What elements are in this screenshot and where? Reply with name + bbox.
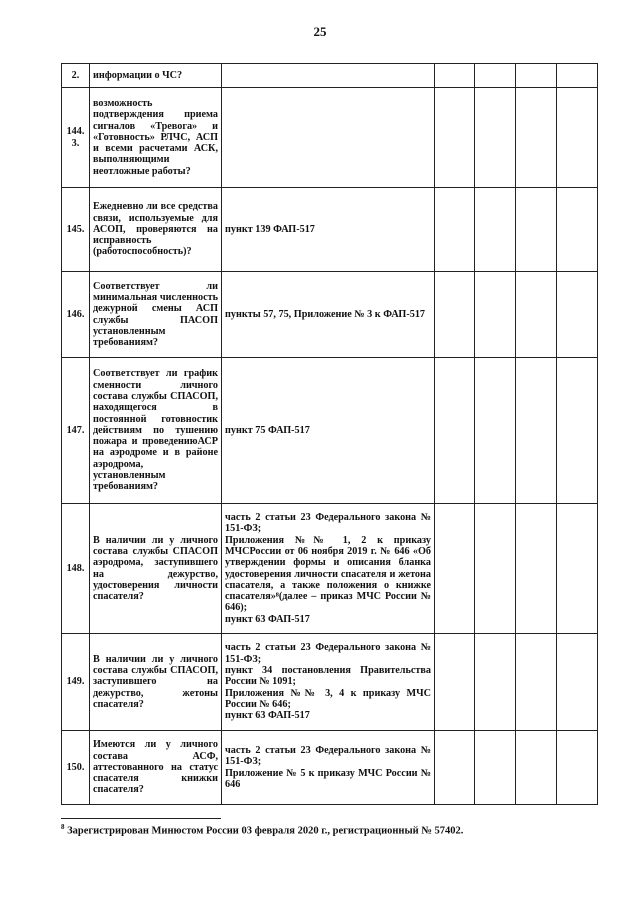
answer-cell xyxy=(557,64,598,88)
answer-cell xyxy=(435,272,475,358)
answer-cell xyxy=(516,358,557,504)
legal-basis-cell: пункты 57, 75, Приложение № 3 к ФАП-517 xyxy=(222,272,435,358)
answer-cell xyxy=(435,731,475,805)
page-number: 25 xyxy=(313,24,327,39)
answer-cell xyxy=(435,64,475,88)
footnote-divider xyxy=(61,818,221,819)
answer-cell xyxy=(475,272,516,358)
answer-cell xyxy=(557,358,598,504)
answer-cell xyxy=(557,504,598,634)
answer-cell xyxy=(516,731,557,805)
legal-basis-cell xyxy=(222,88,435,188)
answer-cell xyxy=(475,64,516,88)
row-number: 145. xyxy=(62,188,90,272)
answer-cell xyxy=(516,634,557,731)
legal-basis-cell: часть 2 статьи 23 Федерального закона № 151-ФЗ; пункт 34 постановления Правительства России № 1091; Приложения №№ 3, 4 к приказу МЧС России № 646; пункт 63 ФАП-517 xyxy=(222,634,435,731)
answer-cell xyxy=(435,504,475,634)
answer-cell xyxy=(475,88,516,188)
question-cell: В наличии ли у личного состава службы СПАСОП, заступившего на дежурство, жетоны спасателя? xyxy=(90,634,222,731)
table-row xyxy=(62,88,598,188)
table-row xyxy=(62,272,598,358)
question-cell: информации о ЧС? xyxy=(90,64,222,88)
table-row xyxy=(62,64,598,88)
answer-cell xyxy=(475,358,516,504)
legal-basis-cell: часть 2 статьи 23 Федерального закона № 151-ФЗ; Приложения №№ 1, 2 к приказу МЧСРоссии от 06 ноября 2019 г. № 646 «Об утверждении формы и описания бланка удостоверения личности спасателя и жетона спасателя, а также положения о книжке спасателя»⁸(далее – приказ МЧС России № 646); пункт 63 ФАП-517 xyxy=(222,504,435,634)
answer-cell xyxy=(516,272,557,358)
legal-basis-cell: часть 2 статьи 23 Федерального закона № 151-ФЗ; Приложение № 5 к приказу МЧС России № 646 xyxy=(222,731,435,805)
question-cell: В наличии ли у личного состава службы СПАСОП аэродрома, заступившего на дежурство, удостоверения личности спасателя? xyxy=(90,504,222,634)
row-number: 144. 3. xyxy=(62,88,90,188)
row-number: 2. xyxy=(62,64,90,88)
answer-cell xyxy=(516,64,557,88)
table-row xyxy=(62,731,598,805)
answer-cell xyxy=(557,88,598,188)
table-row xyxy=(62,188,598,272)
table-row xyxy=(62,358,598,504)
answer-cell xyxy=(475,634,516,731)
answer-cell xyxy=(435,88,475,188)
table-row xyxy=(62,504,598,634)
footnote xyxy=(61,823,601,837)
row-number: 150. xyxy=(62,731,90,805)
legal-basis-cell xyxy=(222,64,435,88)
question-cell: Соответствует ли минимальная численность дежурной смены АСП службы ПАСОП установленным требованиям? xyxy=(90,272,222,358)
footnote-marker: 8 xyxy=(61,823,65,831)
answer-cell xyxy=(557,731,598,805)
answer-cell xyxy=(475,504,516,634)
table-row xyxy=(62,634,598,731)
question-cell: Соответствует ли график сменности личного состава службы СПАСОП, находящегося в постоянной готовностик действиям по тушению пожара и проведениюАСР на аэродроме и в районе аэродрома, установленным требованиям? xyxy=(90,358,222,504)
row-number: 148. xyxy=(62,504,90,634)
answer-cell xyxy=(557,272,598,358)
answer-cell xyxy=(435,358,475,504)
question-cell: возможность подтверждения приема сигналов «Тревога» и «Готовность» РЛЧС, АСП и всеми расчетами АСК, выполняющими неотложные работы? xyxy=(90,88,222,188)
answer-cell xyxy=(516,88,557,188)
answer-cell xyxy=(435,634,475,731)
footnote-text: Зарегистрирован Минюстом России 03 февраля 2020 г., регистрационный № 57402. xyxy=(67,825,464,837)
row-number: 146. xyxy=(62,272,90,358)
question-cell: Имеются ли у личного состава АСФ, аттестованного на статус спасателя книжки спасателя? xyxy=(90,731,222,805)
answer-cell xyxy=(557,634,598,731)
answer-cell xyxy=(557,188,598,272)
legal-basis-cell: пункт 75 ФАП-517 xyxy=(222,358,435,504)
checklist-table xyxy=(61,63,598,805)
row-number: 149. xyxy=(62,634,90,731)
answer-cell xyxy=(516,504,557,634)
answer-cell xyxy=(475,188,516,272)
answer-cell xyxy=(475,731,516,805)
legal-basis-cell: пункт 139 ФАП-517 xyxy=(222,188,435,272)
answer-cell xyxy=(516,188,557,272)
question-cell: Ежедневно ли все средства связи, используемые для АСОП, проверяются на исправность (работоспособность)? xyxy=(90,188,222,272)
answer-cell xyxy=(435,188,475,272)
row-number: 147. xyxy=(62,358,90,504)
